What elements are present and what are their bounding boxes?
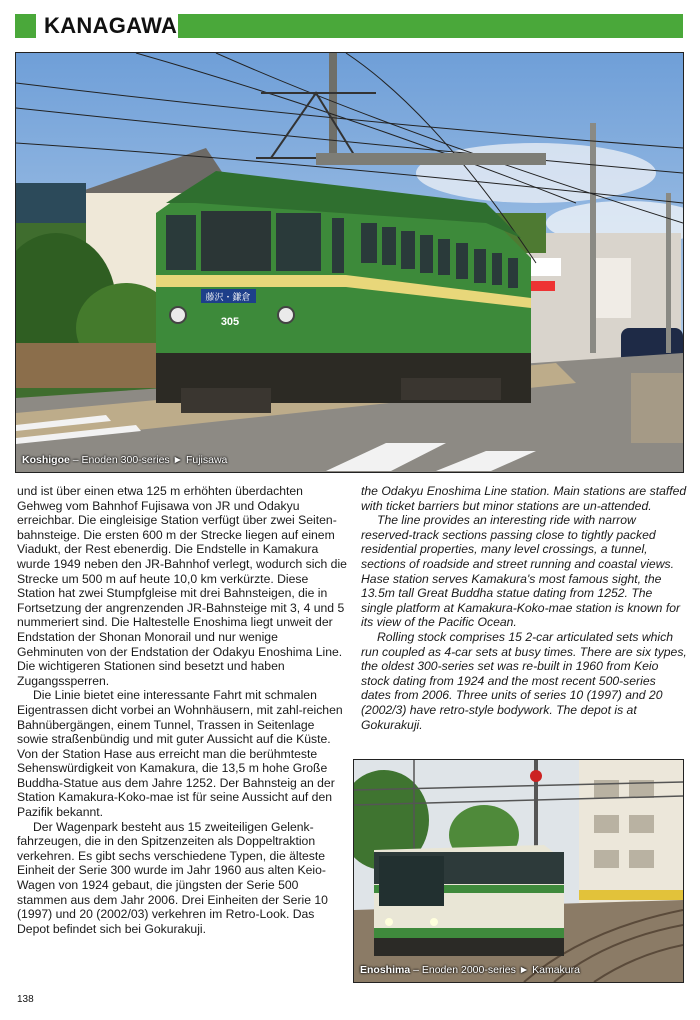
tram-2000-illustration: [354, 760, 683, 982]
car-number: 305: [220, 316, 240, 328]
tram-300-illustration: [16, 53, 683, 472]
german-paragraph: Der Wagenpark besteht aus 15 zweiteiligen Gelenk-fahrzeugen, die in den Spitzenzeiten als Doppeltraktion verkehren. Es gibt sechs verschiedene Typen, die älteste Einheit der Serie 300 wurde im Jahr 1960 aus alten Keio-Wagen von 1924 gebaut, die jüngsten der Serie 500 stammen aus dem Jahr 2006. Drei Einheiten der Serie 10 (1997) und 20 (2002/03) verkehren im Retro-Look. Das Depot befindet sich bei Gokurakuji.: [17, 819, 328, 936]
english-paragraph: the Odakyu Enoshima Line station. Main stations are staffed with ticket barriers but minor stations are un-attended.: [361, 484, 687, 513]
route-sign: 藤沢・鎌倉: [205, 293, 251, 303]
header-bar: [178, 14, 683, 38]
photo-koshigoe: [15, 52, 684, 473]
german-paragraph: und ist über einen etwa 125 m erhöhten überdachten Gehweg vom Bahnhof Fujisawa von JR und Odakyu erreichbar. Die eingleisige Station verfügt über zwei Seiten-bahnsteige. Die ersten 600 m der Strecke liegen auf einem Viadukt, der Rest ebenerdig. Die Endstelle in Kamakura wurde 1949 neben den JR-Bahnhof verlegt, wodurch sich die Strecke um 500 m auf heute 10,0 km verkürzte. Diese Station hat zwei Stumpfgleise mit drei Bahnsteigen, die in Fortsetzung der angrenzenden JR-Bahnsteige mit 3, 4 und 5 nummeriert sind. Die Haltestelle Enoshima liegt unweit der Endstation der Shonan Monorail und nur wenige Gehminuten von der Endstation der Odakyu Enoshima Line. Die wichtigeren Stationen sind besetzt und haben Zugangssperren.: [17, 484, 347, 688]
english-paragraph: The line provides an interesting ride with narrow reserved-track sections passing close to tightly packed residential properties, many level crossings, a tunnel, sections of roadside and street running and coastal views. Hase station serves Kamakura's most famous sight, the 13.5m tall Great Buddha statue dating from 1252. The single platform at Kamakura-Koko-mae station is known for its view of the Pacific Ocean.: [361, 513, 681, 630]
german-text-column: [17, 484, 347, 936]
photo-caption-top: Koshigoe – Enoden 300-series ► Fujisawa: [22, 454, 228, 466]
page-number: 138: [17, 994, 34, 1005]
photo-caption-bottom: Enoshima – Enoden 2000-series ► Kamakura: [360, 964, 580, 976]
english-text-column: [361, 484, 687, 732]
header-square: [15, 14, 36, 38]
german-paragraph: Die Linie bietet eine interessante Fahrt mit schmalen Eigentrassen dicht vorbei an Wohnhäusern, mit zahl-reichen Bahnübergängen, einem Tunnel, Trassen in Seitenlage sowie straßenbündig und mit guter Aussicht auf die Küste. Von der Station Hase aus erreicht man die berühmteste Sehenswürdigkeit von Kamakura, die 13,5 m hohe Große Buddha-Statue aus dem Jahre 1252. Der Bahnsteig an der Station Kamakura-Koko-mae ist für seine Aussicht auf den Pazifik bekannt.: [17, 688, 343, 820]
english-paragraph: Rolling stock comprises 15 2-car articulated sets which run coupled as 4-car sets at busy times. There are six types, the oldest 300-series set was re-built in 1960 from Keio stock dating from 1924 and the most recent 500-series dates from 2006. Three units of series 10 (1997) and 20 (2002/3) have retro-style bodywork. The depot is at Gokurakuji.: [361, 629, 687, 732]
photo-enoshima: [353, 759, 684, 983]
section-title: KANAGAWA: [44, 13, 178, 38]
section-header: [15, 14, 683, 38]
